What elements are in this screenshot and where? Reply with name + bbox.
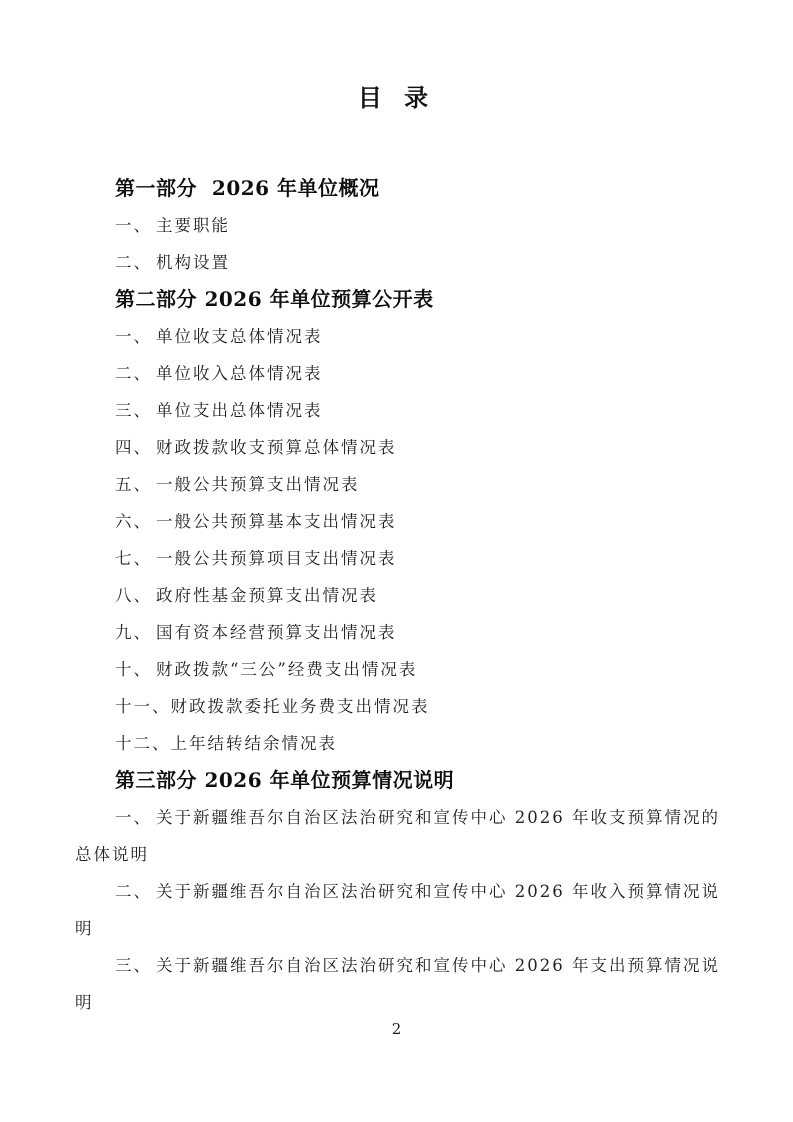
toc-item-label: 财政拨款收支预算总体情况表: [156, 437, 397, 457]
toc-item-label-line1: 关于新疆维吾尔自治区法治研究和宣传中心 2026 年支出预算情况说: [156, 955, 720, 975]
toc-item-label-line1: 关于新疆维吾尔自治区法治研究和宣传中心 2026 年收入预算情况说: [156, 881, 720, 901]
toc-item-number: 十二、: [115, 733, 171, 753]
toc-item-label: 上年结转结余情况表: [170, 733, 337, 753]
table-of-contents: [75, 168, 718, 1019]
toc-item-number: 一、: [115, 807, 152, 827]
toc-item: [75, 242, 718, 279]
toc-item-label: 一般公共预算基本支出情况表: [156, 511, 397, 531]
section-heading-part2: 第二部分 2026 年单位预算公开表: [115, 287, 434, 311]
toc-item-number: 二、: [115, 252, 152, 272]
toc-item: [75, 501, 718, 538]
toc-item: [75, 686, 718, 723]
toc-item: [75, 205, 718, 242]
toc-item-number: 一、: [115, 326, 152, 346]
toc-item: [75, 464, 718, 501]
toc-item-label-line2: 明: [75, 918, 94, 938]
toc-item-wrapped: [75, 797, 718, 871]
toc-item-number: 十、: [115, 659, 152, 679]
toc-item-label: 一般公共预算支出情况表: [156, 474, 360, 494]
toc-item-number: 十一、: [115, 696, 171, 716]
toc-item: [75, 316, 718, 353]
toc-item-label: 政府性基金预算支出情况表: [156, 585, 378, 605]
toc-item: [75, 390, 718, 427]
toc-item-number: 五、: [115, 474, 152, 494]
toc-item-number: 三、: [115, 400, 152, 420]
toc-item-wrapped: [75, 871, 718, 945]
toc-item: [75, 353, 718, 390]
toc-item-label: 主要职能: [156, 215, 230, 235]
toc-item-wrapped: [75, 945, 718, 1019]
toc-item-number: 六、: [115, 511, 152, 531]
toc-item-label: 财政拨款“三公”经费支出情况表: [156, 659, 418, 679]
toc-item-number: 七、: [115, 548, 152, 568]
toc-item-number: 三、: [115, 955, 152, 975]
toc-item-number: 九、: [115, 622, 152, 642]
page-number: 2: [391, 1020, 402, 1038]
toc-item-number: 八、: [115, 585, 152, 605]
toc-item: [75, 575, 718, 612]
toc-item: [75, 723, 718, 760]
toc-item-label: 单位支出总体情况表: [156, 400, 323, 420]
page-title: 目 录: [357, 83, 436, 112]
toc-item-number: 二、: [115, 363, 152, 383]
toc-item-label: 单位收支总体情况表: [156, 326, 323, 346]
toc-item-number: 一、: [115, 215, 152, 235]
toc-item-label: 财政拨款委托业务费支出情况表: [170, 696, 430, 716]
toc-item-label: 单位收入总体情况表: [156, 363, 323, 383]
toc-item-number: 四、: [115, 437, 152, 457]
toc-item: [75, 427, 718, 464]
toc-item: [75, 649, 718, 686]
toc-item: [75, 612, 718, 649]
toc-item: [75, 538, 718, 575]
section-heading-part3: 第三部分 2026 年单位预算情况说明: [115, 768, 455, 792]
toc-item-label: 一般公共预算项目支出情况表: [156, 548, 397, 568]
toc-item-label-line2: 总体说明: [75, 844, 149, 864]
toc-item-label: 国有资本经营预算支出情况表: [156, 622, 397, 642]
section-heading-part1: 第一部分 2026 年单位概况: [115, 176, 380, 200]
toc-item-label-line1: 关于新疆维吾尔自治区法治研究和宣传中心 2026 年收支预算情况的: [156, 807, 720, 827]
toc-item-label: 机构设置: [156, 252, 230, 272]
toc-item-number: 二、: [115, 881, 152, 901]
toc-item-label-line2: 明: [75, 992, 94, 1012]
